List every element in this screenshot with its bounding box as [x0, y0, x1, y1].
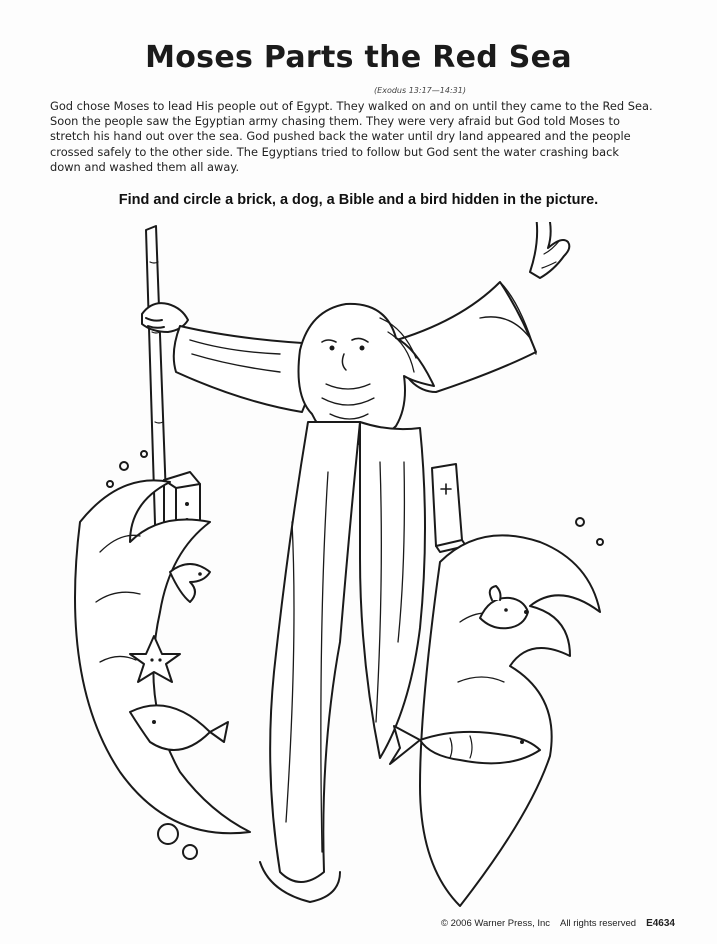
moses-robe-drawing: [260, 422, 425, 902]
hidden-bird-drawing: [170, 564, 210, 602]
story-line: down and washed them all away.: [50, 159, 240, 174]
story-line: stretch his hand out over the sea. God pushed back the water until dry land appeared and the people: [50, 129, 631, 144]
hidden-bible-drawing: [432, 464, 466, 552]
right-wave-drawing: [420, 518, 603, 906]
page-footer: [441, 918, 675, 929]
scripture-reference: (Exodus 13:17—14:31): [374, 86, 466, 95]
rights-text: All rights reserved: [560, 918, 637, 929]
hidden-objects-instruction: Find and circle a brick, a dog, a Bible and a bird hidden in the picture.: [118, 192, 599, 208]
page-title: Moses Parts the Red Sea: [145, 40, 572, 75]
copyright-text: © 2006 Warner Press, Inc: [440, 918, 551, 929]
story-line: God chose Moses to lead His people out of Egypt. They walked on and on until they came to the Red Sea.: [50, 99, 653, 113]
moses-illustration: [60, 222, 660, 917]
story-line: crossed safely to the other side. The Egyptians tried to follow but God sent the water crashing back: [50, 144, 620, 159]
story-paragraph: [50, 99, 675, 175]
product-code: E4634: [646, 918, 675, 929]
story-line: Soon the people saw the Egyptian army chasing them. They were very afraid but God told Moses to: [50, 114, 620, 129]
